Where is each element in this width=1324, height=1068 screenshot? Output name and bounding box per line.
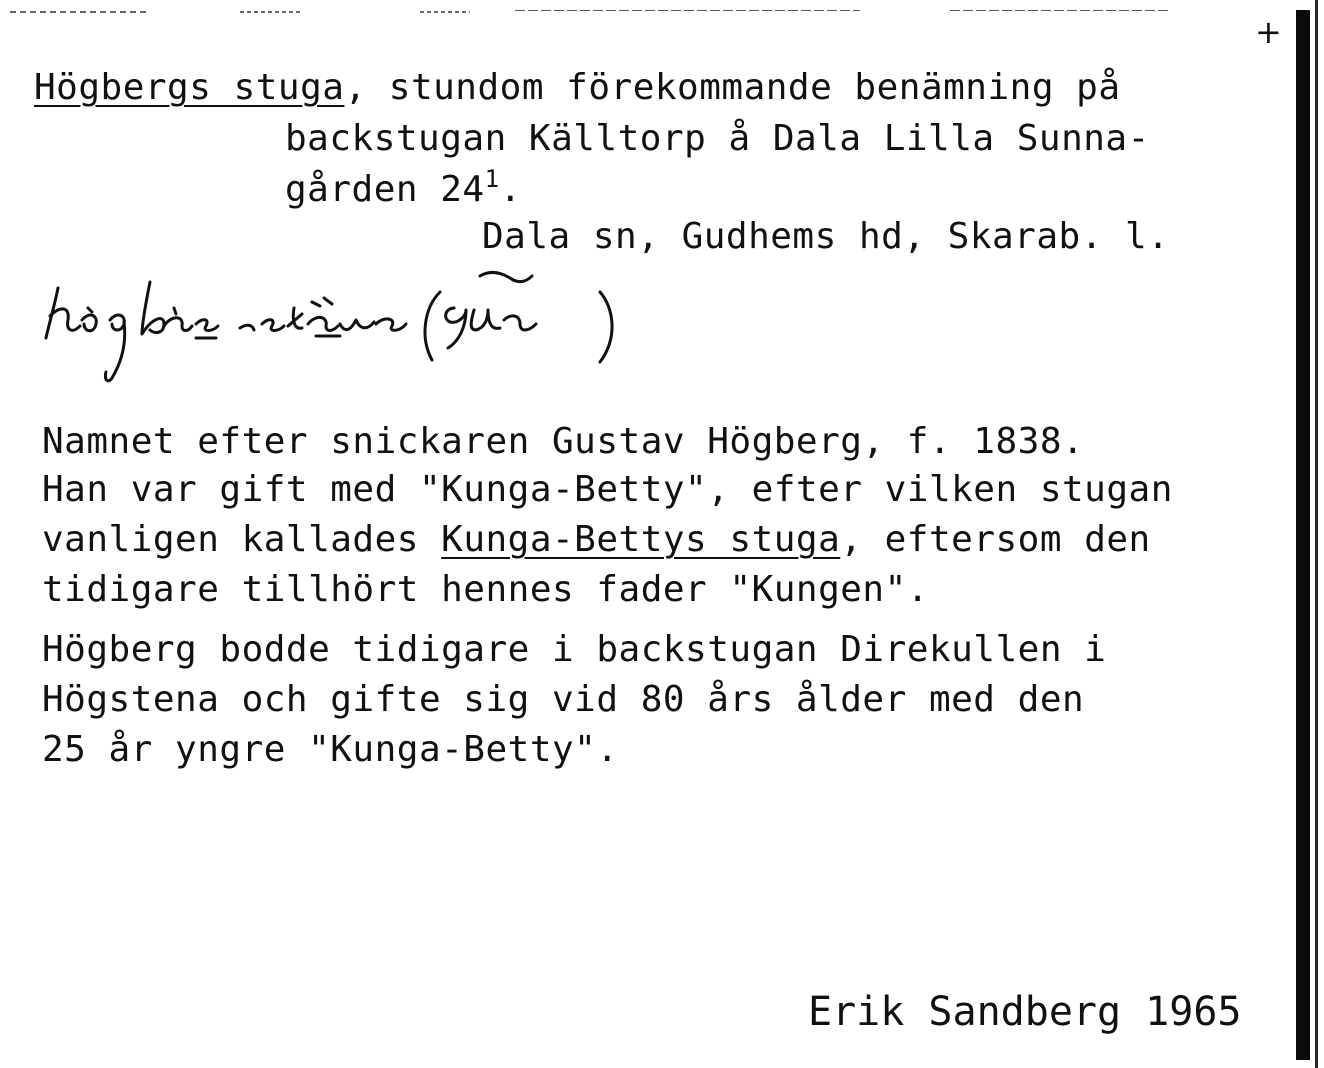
body-line-1: Namnet efter snickaren Gustav Högberg, f. 1838.	[42, 421, 1085, 462]
signature: Erik Sandberg 1965	[808, 989, 1242, 1035]
body-line-3-post: , eftersom den	[840, 519, 1151, 560]
body-line-5: Högberg bodde tidigare i backstugan Direkullen i	[42, 629, 1107, 670]
body-line-3-pre: vanligen kallades	[42, 519, 442, 560]
heading-term: Högbergs stuga	[34, 67, 345, 108]
corner-mark: +	[1255, 13, 1282, 51]
heading-line-1	[34, 66, 1121, 110]
heading-line-2: backstugan Källtorp å Dala Lilla Sunna-	[285, 118, 1150, 159]
handwritten-dialect-note	[40, 268, 840, 388]
heading-line-3-text: gården 24	[285, 169, 485, 210]
location-line: Dala sn, Gudhems hd, Skarab. l.	[482, 216, 1170, 257]
body-line-7: 25 år yngre "Kunga-Betty".	[42, 729, 619, 770]
body-line-2: Han var gift med "Kunga-Betty", efter vilken stugan	[42, 469, 1173, 510]
heading-end: .	[499, 169, 522, 210]
body-term: Kunga-Bettys stuga	[441, 519, 841, 560]
body-line-6: Högstena och gifte sig vid 80 års ålder med den	[42, 679, 1085, 720]
heading-rest: , stundom förekommande benämning på	[344, 67, 1121, 108]
heading-line-3	[285, 165, 522, 215]
footnote-marker: 1	[484, 165, 500, 193]
right-edge-line	[1315, 0, 1318, 1068]
top-edge-marks	[0, 10, 1290, 14]
body-line-3	[42, 518, 1151, 562]
body-line-4: tidigare tillhört hennes fader "Kungen".	[42, 569, 929, 610]
right-edge-shadow	[1296, 10, 1310, 1060]
